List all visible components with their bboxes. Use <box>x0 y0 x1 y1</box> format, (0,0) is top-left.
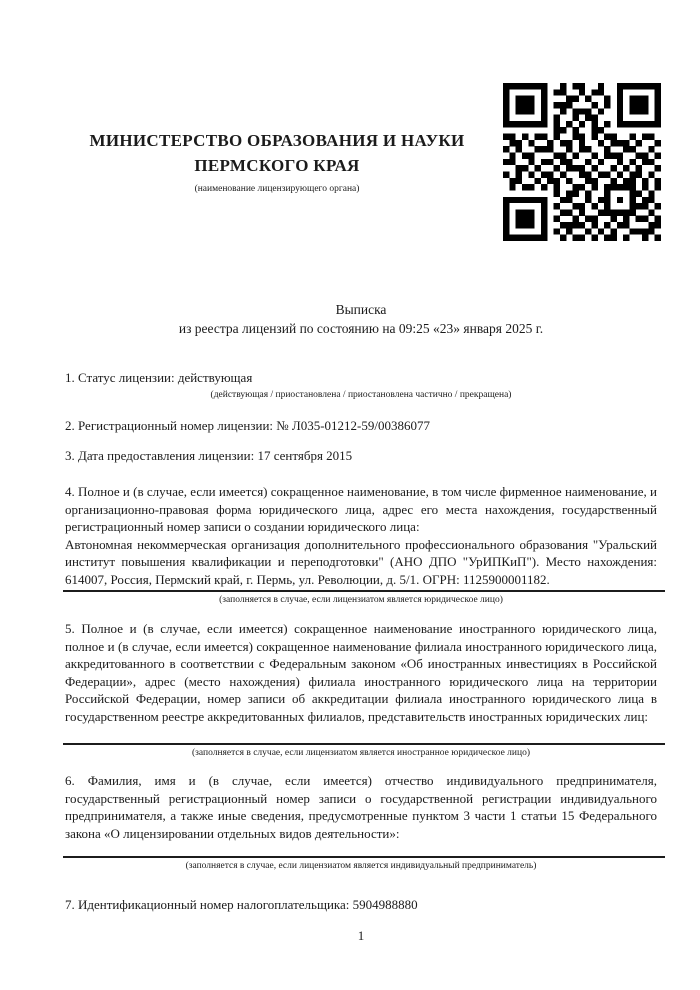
item-1-caption: (действующая / приостановлена / приостановлена частично / прекращена) <box>210 390 512 400</box>
item-6-individual-entrepreneur <box>65 772 657 842</box>
item-5-caption: (заполняется в случае, если лицензиатом является иностранное юридическое лицо) <box>192 748 530 758</box>
qr-code <box>503 83 661 241</box>
item-4-caption: (заполняется в случае, если лицензиатом является юридическое лицо) <box>219 595 503 605</box>
answer-blank-line-item6 <box>63 856 665 858</box>
ministry-caption: (наименование лицензирующего органа) <box>194 184 360 194</box>
item-6-question: 6. Фамилия, имя и (в случае, если имеется) отчество индивидуального предпринимателя, государственный регистрационный номер записи о государственной регистрации индивидуального предпринимателя, а также иные сведения, предусмотренные пунктом 3 части 1 статьи 15 Федерального закона «О лицензировании отдельных видов деятельности»: <box>65 773 657 841</box>
item-4-answer: Автономная некоммерческая организация дополнительного профессионального образования "Уральский институт повышения квалификации и переподготовки" (АНО ДПО "УрИПКиП"). Место нахождения: 614007, Россия, Пермский край, г. Пермь, ул. Революции, д. 5/1. ОГРН: 1125900001182. <box>65 536 657 587</box>
document-title <box>65 301 657 338</box>
item-6-caption: (заполняется в случае, если лицензиатом является индивидуальный предприниматель) <box>185 861 537 871</box>
item-4-question: 4. Полное и (в случае, если имеется) сокращенное наименование, в том числе фирменное наименование, и организационно-правовая форма юридического лица, адрес его места нахождения, государственный регистрационный номер записи о создании юридического лица: <box>65 484 657 534</box>
item-4-legal-entity <box>65 483 657 588</box>
item-3-license-date: 3. Дата предоставления лицензии: 17 сентября 2015 <box>65 448 353 463</box>
ministry-name-line2: ПЕРМСКОГО КРАЯ <box>194 156 360 175</box>
page-number: 1 <box>357 928 365 943</box>
answer-blank-line-item5 <box>63 743 665 745</box>
document-title-line2: из реестра лицензий по состоянию на 09:25 «23» января 2025 г. <box>178 320 544 336</box>
ministry-name-line1: МИНИСТЕРСТВО ОБРАЗОВАНИЯ И НАУКИ <box>89 131 465 150</box>
item-5-foreign-entity <box>65 620 657 725</box>
item-5-question: 5. Полное и (в случае, если имеется) сокращенное наименование иностранного юридического лица, полное и (в случае, если имеется) сокращенное наименование филиала иностранного юридического лица, аккредитованного в соответствии с Федеральным законом «Об иностранных инвестициях в Российской Федерации», адрес (место нахождения) филиала иностранного юридического лица на территории Российской Федерации, номер записи об аккредитации филиала иностранного юридического лица в государственном реестре аккредитованных филиалов, представительств иностранных юридических лиц: <box>65 621 657 724</box>
item-7-taxpayer-number: 7. Идентификационный номер налогоплательщика: 5904988880 <box>65 897 418 912</box>
ministry-name <box>65 128 489 178</box>
answer-blank-line-item4 <box>63 590 665 592</box>
item-2-registration-number: 2. Регистрационный номер лицензии: № Л035-01212-59/00386077 <box>65 418 431 433</box>
document-title-line1: Выписка <box>335 302 387 317</box>
item-1-license-status: 1. Статус лицензии: действующая <box>65 370 253 385</box>
